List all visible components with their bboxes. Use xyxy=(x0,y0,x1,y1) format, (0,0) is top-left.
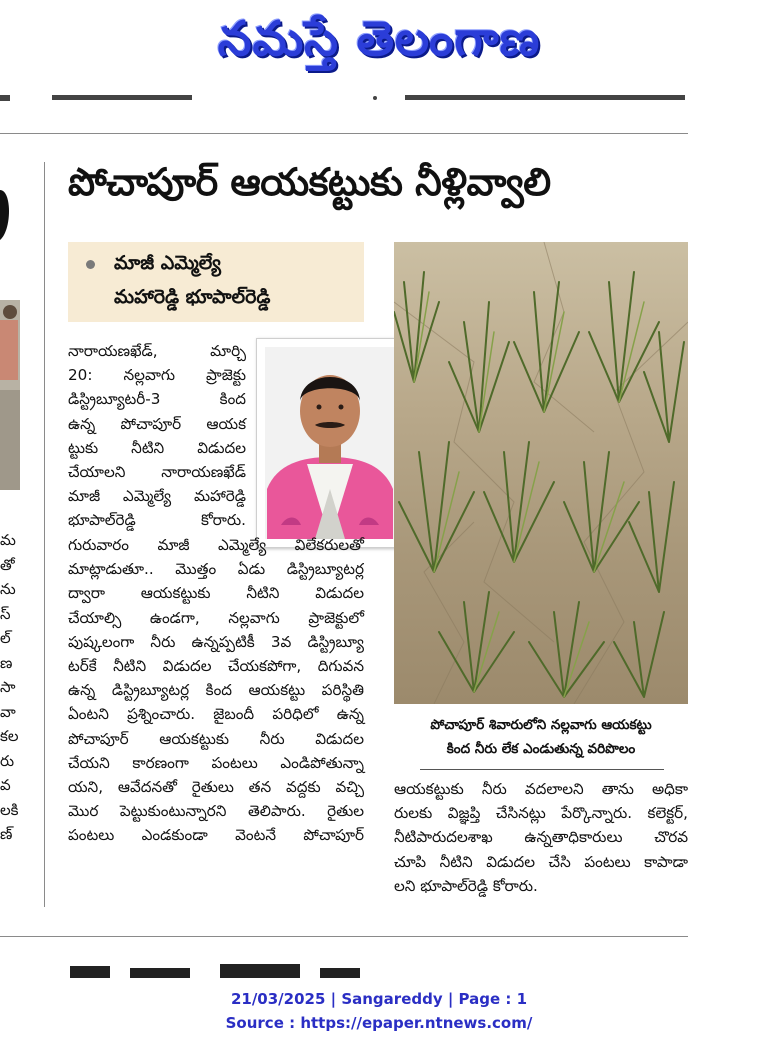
adjacent-char: ను xyxy=(0,580,16,598)
bullet-icon xyxy=(86,260,95,269)
body-line: గురువారం మాజీ ఎమ్మెల్యే విలేకరులతో xyxy=(68,536,364,554)
adjacent-char: ణ్ xyxy=(0,825,13,843)
photo-caption-line-1: పోచాపూర్ శివారులోని నల్లవాగు ఆయకట్టు xyxy=(430,717,652,733)
adjacent-column-text xyxy=(0,528,20,847)
body-line: చూపి నీటిని విడుదల చేసి పంటలు కాపాడా xyxy=(394,852,688,871)
body-line: ఉన్న డిస్ట్రిబ్యూటర్ల కింద ఆయకట్టు పరిస్థితి xyxy=(68,681,364,700)
top-rule xyxy=(0,133,688,134)
adjacent-char: వా xyxy=(0,702,16,721)
body-line: ఆయకట్టుకు నీరు వదలాలని తాను అధికా xyxy=(394,780,688,798)
footer-source-link[interactable]: Source : https://epaper.ntnews.com/ xyxy=(225,1014,533,1032)
body-line: యని, ఆవేదనతో రైతులు తన వద్దకు వచ్చి xyxy=(68,777,364,796)
next-article-cutoff xyxy=(70,960,670,978)
photo-caption-line-2: కింద నీరు లేక ఎండుతున్న వరిపొలం xyxy=(446,741,636,757)
body-line: టర్‌కే నీటిని విడుదల చేయకపోగా, దిగువన xyxy=(68,656,364,675)
body-line: ట్టుకు నీటిని విడుదల xyxy=(68,438,246,457)
body-line: రులకు విజ్ఞప్తి చేసినట్లు పేర్కొన్నారు. కలెక్టర్, xyxy=(394,804,688,823)
adjacent-char: మ xyxy=(0,531,16,549)
bottom-rule xyxy=(0,936,688,937)
article-body-wide xyxy=(68,533,364,847)
body-line: నారాయణఖేడ్, మార్చి xyxy=(68,342,246,360)
newspaper-logo: నమస్తే తెలంగాణ xyxy=(217,11,541,67)
body-line: నీటిపారుదలశాఖ ఉన్నతాధికారులు చొరవ xyxy=(394,828,688,847)
subhead-box xyxy=(68,242,364,322)
body-line: ఏంటని ప్రశ్నించారు. జైబందీ పరిధిలో ఉన్న xyxy=(68,705,364,724)
body-line: చేయని కారణంగా పంటలు ఎండిపోతున్నా xyxy=(68,753,364,772)
body-line: డిస్ట్రిబ్యూటరీ-3 కింద xyxy=(68,390,246,409)
adjacent-char: ల్ xyxy=(0,629,11,647)
body-line: చేయాలని నారాయణఖేడ్ xyxy=(68,462,246,481)
field-photo-graphic xyxy=(394,242,688,704)
dry-paddy-field-photo xyxy=(394,242,688,704)
previous-article-cutoff xyxy=(0,86,700,108)
adjacent-char: సా xyxy=(0,678,16,696)
person-portrait-icon xyxy=(257,339,403,547)
adjacent-char: తో xyxy=(0,555,15,574)
adjacent-char: కల xyxy=(0,727,19,745)
adjacent-char: లకి xyxy=(0,800,19,819)
article-body-top xyxy=(68,339,246,533)
masthead xyxy=(0,0,758,80)
body-line: పోచాపూర్ ఆయకట్టుకు నీరు విడుదల xyxy=(68,729,364,748)
portrait-photo xyxy=(256,338,404,548)
caption-rule xyxy=(420,769,664,770)
adjacent-char: ణ xyxy=(0,653,13,672)
footer-date-edition: 21/03/2025 | Sangareddy | Page : 1 xyxy=(230,990,528,1008)
adjacent-char: స్ xyxy=(0,604,11,623)
body-line: ఉన్న పోచాపూర్ ఆయక xyxy=(68,414,246,433)
adjacent-char: రు xyxy=(0,751,15,770)
article-body-right xyxy=(394,777,688,898)
subhead-line-1: మాజీ ఎమ్మెల్యే xyxy=(114,252,221,274)
body-line: 20: నల్లవాగు ప్రాజెక్టు xyxy=(68,366,246,385)
body-line: ద్వారా ఆయకట్టుకు నీటిని విడుదల xyxy=(68,584,364,603)
body-line: పుష్కలంగా నీరు ఉన్నప్పటికీ 3వ డిస్ట్రిబ్యూ xyxy=(68,632,364,651)
body-line: చేయాల్సి ఉండగా, నల్లవాగు ప్రాజెక్టులో xyxy=(68,608,364,627)
body-line: మాజీ ఎమ్మెల్యే మహారెడ్డి xyxy=(68,487,246,506)
subhead-line-2: మహారెడ్డి భూపాల్‌రెడ్డి xyxy=(114,286,271,308)
body-line: మొర పెట్టుకుంటున్నారని తెలిపారు. రైతుల xyxy=(68,802,364,821)
body-line: మాట్లాడుతూ.. మొత్తం ఏడు డిస్ట్రిబ్యూటర్ల xyxy=(68,560,364,579)
column-divider-left xyxy=(44,162,45,907)
adjacent-photo-fragment xyxy=(0,160,20,490)
body-line: పంటలు ఎండకుండా వెంటనే పోచాపూర్ xyxy=(68,826,364,845)
cutoff-text-fragment xyxy=(0,86,700,108)
cutoff-headline-fragment xyxy=(70,960,670,978)
body-line: లని భూపాల్‌రెడ్డి కోరారు. xyxy=(394,876,538,895)
body-line: భూపాల్‌రెడ్డి కోరారు. xyxy=(68,511,246,530)
adjacent-char: వ xyxy=(0,776,11,794)
article-headline: పోచాపూర్ ఆయకట్టుకు నీళ్లివ్వాలి xyxy=(68,160,551,204)
